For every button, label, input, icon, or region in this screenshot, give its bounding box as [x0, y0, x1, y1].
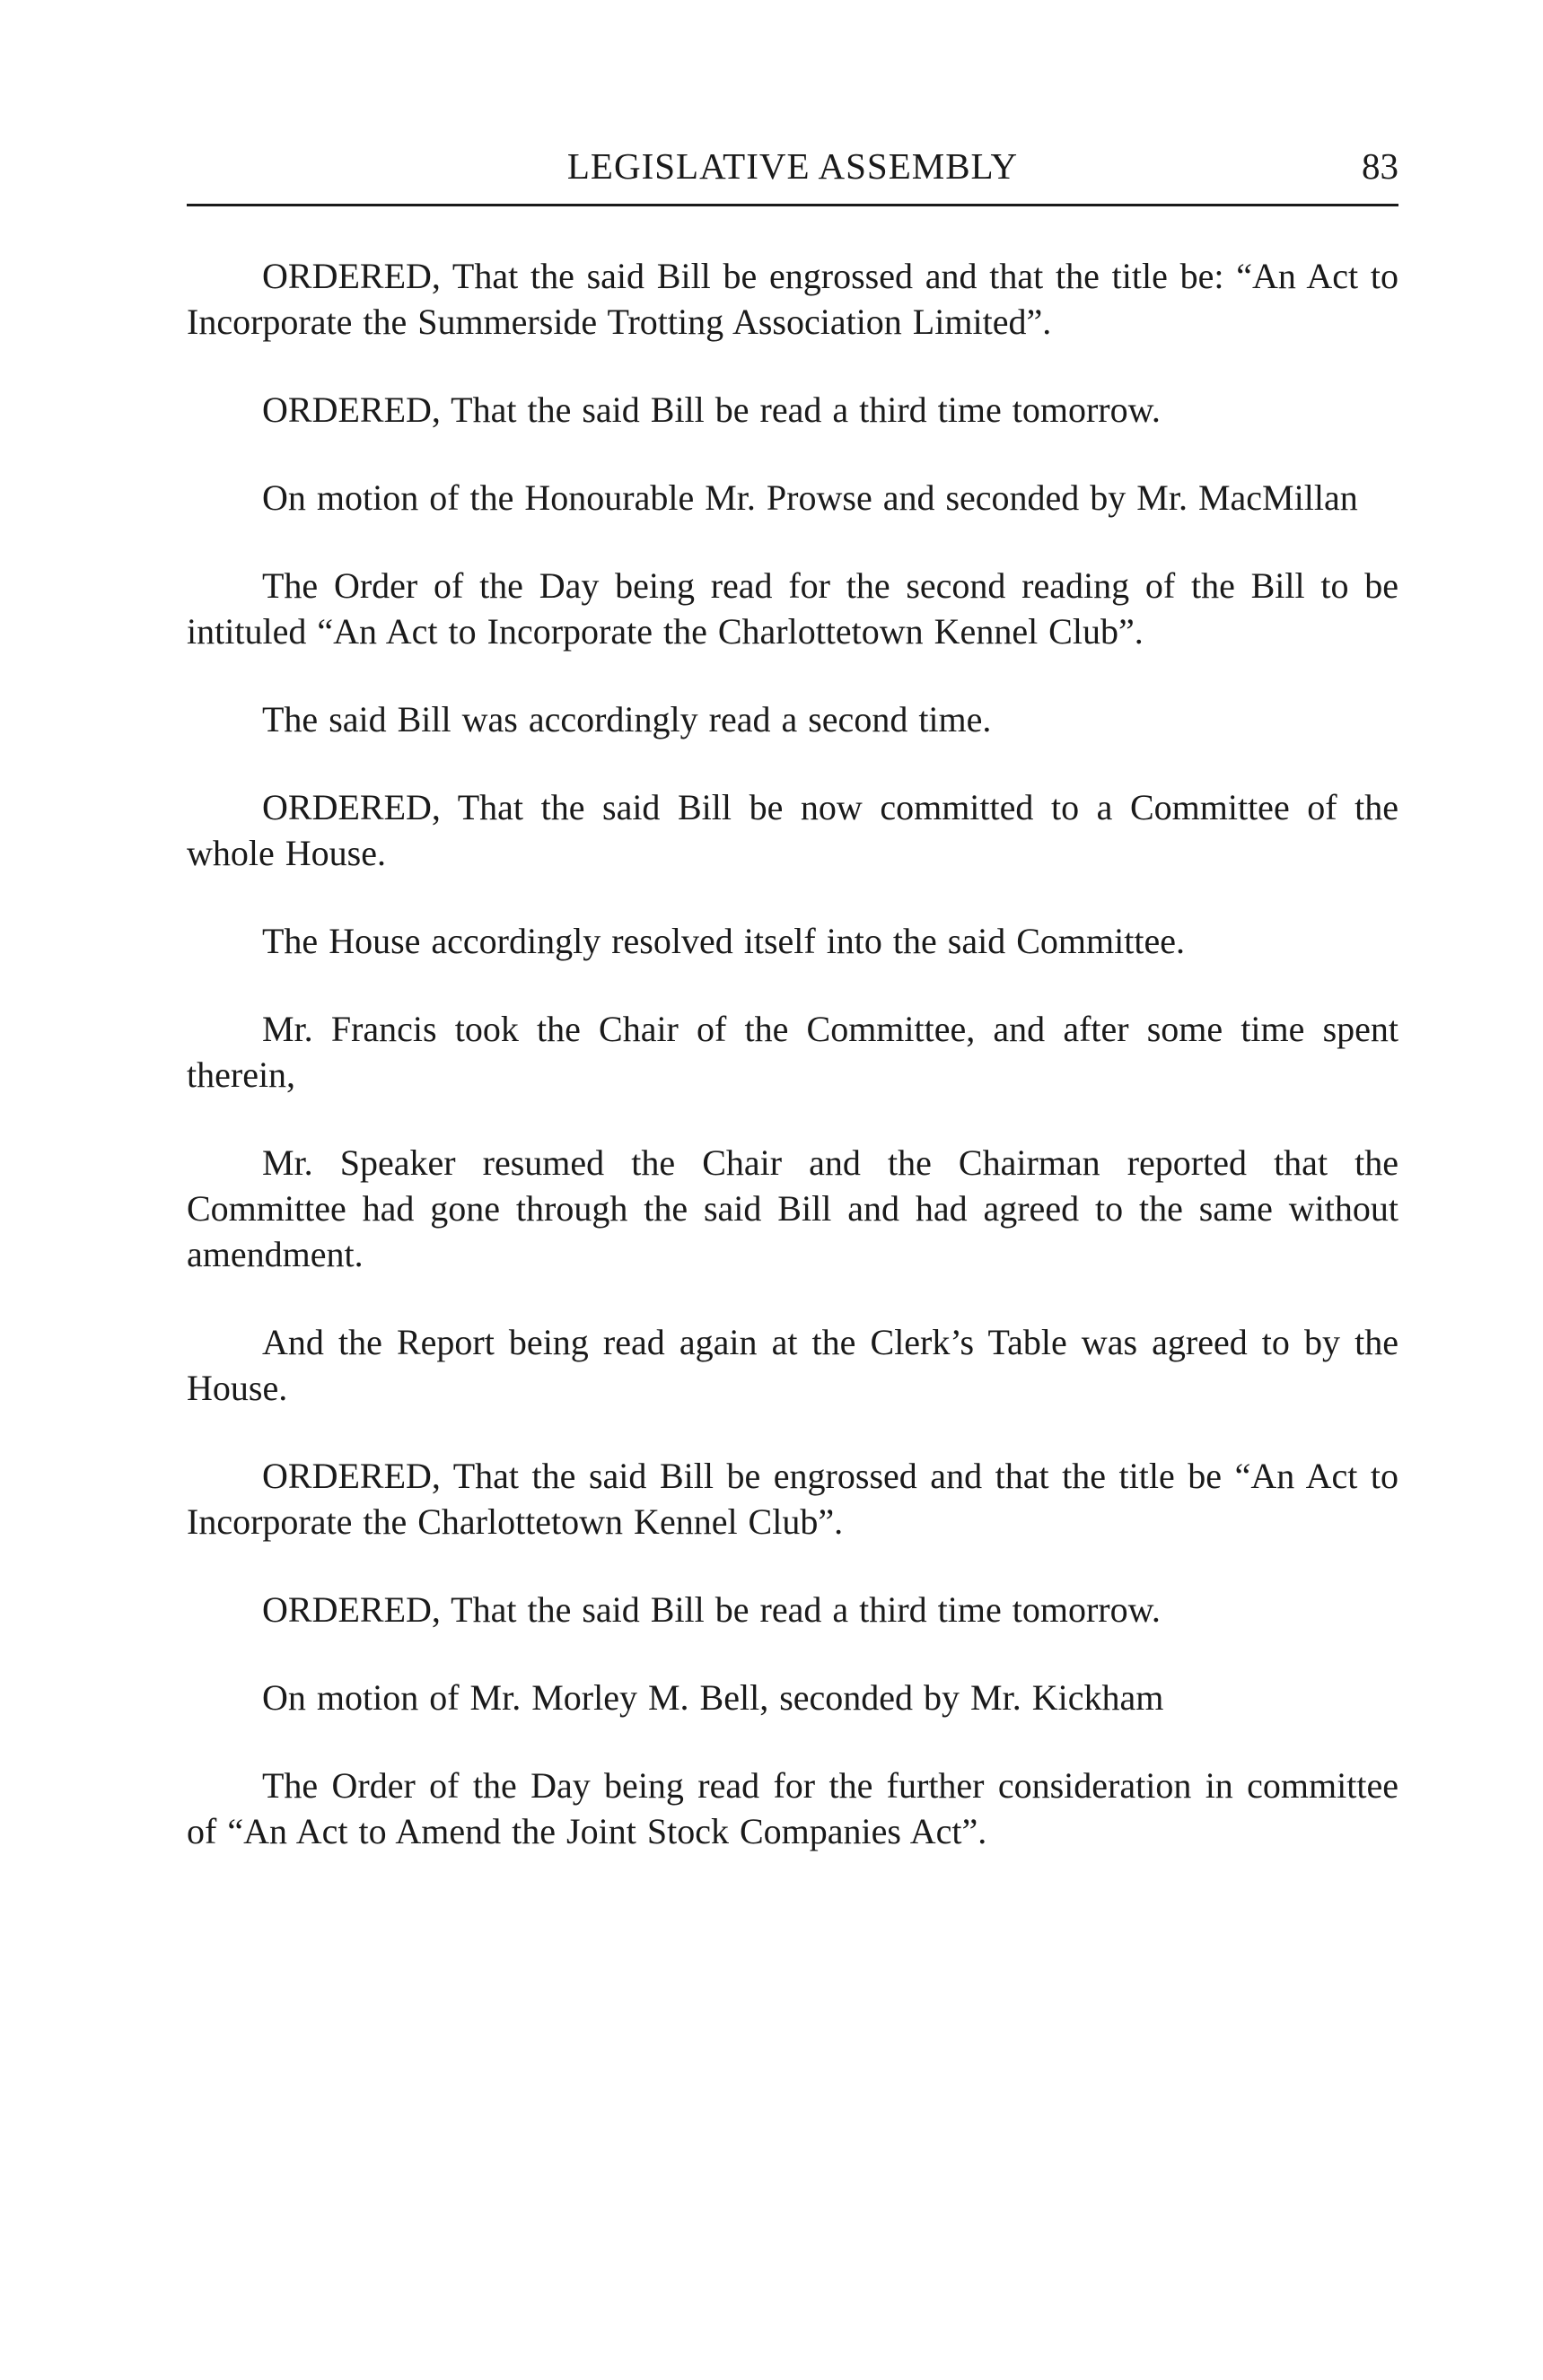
running-title: LEGISLATIVE ASSEMBLY — [566, 145, 1019, 187]
paragraph-motion-bell: On motion of Mr. Morley M. Bell, seconded by Mr. Kickham — [262, 1677, 1164, 1718]
page-header — [187, 144, 1398, 215]
paragraph-ordered-engrossed-summerside: ORDERED, That the said Bill be engrossed and that the title be: “An Act to Incorporate the Summerside Trotting Association Limited”. — [187, 256, 1398, 342]
body-text — [187, 253, 1398, 1896]
paragraph-ordered-engrossed-kennel: ORDERED, That the said Bill be engrossed and that the title be “An Act to Incorporate the Charlottetown Kennel Club”. — [187, 1456, 1398, 1542]
paragraph-order-further-consideration: The Order of the Day being read for the further consideration in committee of “An Act to Amend the Joint Stock Companies Act”. — [187, 1765, 1398, 1851]
paragraph-read-second-time: The said Bill was accordingly read a second time. — [262, 699, 992, 739]
paragraph-speaker-resumed: Mr. Speaker resumed the Chair and the Chairman reported that the Committee had gone through the said Bill and had agreed to the same without amendment. — [187, 1142, 1398, 1274]
paragraph-ordered-third-reading-2: ORDERED, That the said Bill be read a third time tomorrow. — [262, 1589, 1161, 1630]
paragraph-motion-prowse: On motion of the Honourable Mr. Prowse and seconded by Mr. MacMillan — [262, 477, 1358, 518]
paragraph-ordered-third-reading: ORDERED, That the said Bill be read a third time tomorrow. — [262, 389, 1161, 430]
paragraph-order-second-reading: The Order of the Day being read for the second reading of the Bill to be intituled “An Act to Incorporate the Charlottetown Kennel Club”. — [187, 565, 1398, 652]
paragraph-ordered-committed: ORDERED, That the said Bill be now committed to a Committee of the whole House. — [187, 787, 1398, 873]
paragraph-report-agreed: And the Report being read again at the Clerk’s Table was agreed to by the House. — [187, 1322, 1398, 1408]
paragraph-francis-chair: Mr. Francis took the Chair of the Committee, and after some time spent therein, — [187, 1009, 1398, 1095]
page-number: 83 — [1362, 145, 1398, 187]
header-rule — [187, 204, 1398, 206]
paragraph-house-resolved: The House accordingly resolved itself into the said Committee. — [262, 921, 1185, 961]
